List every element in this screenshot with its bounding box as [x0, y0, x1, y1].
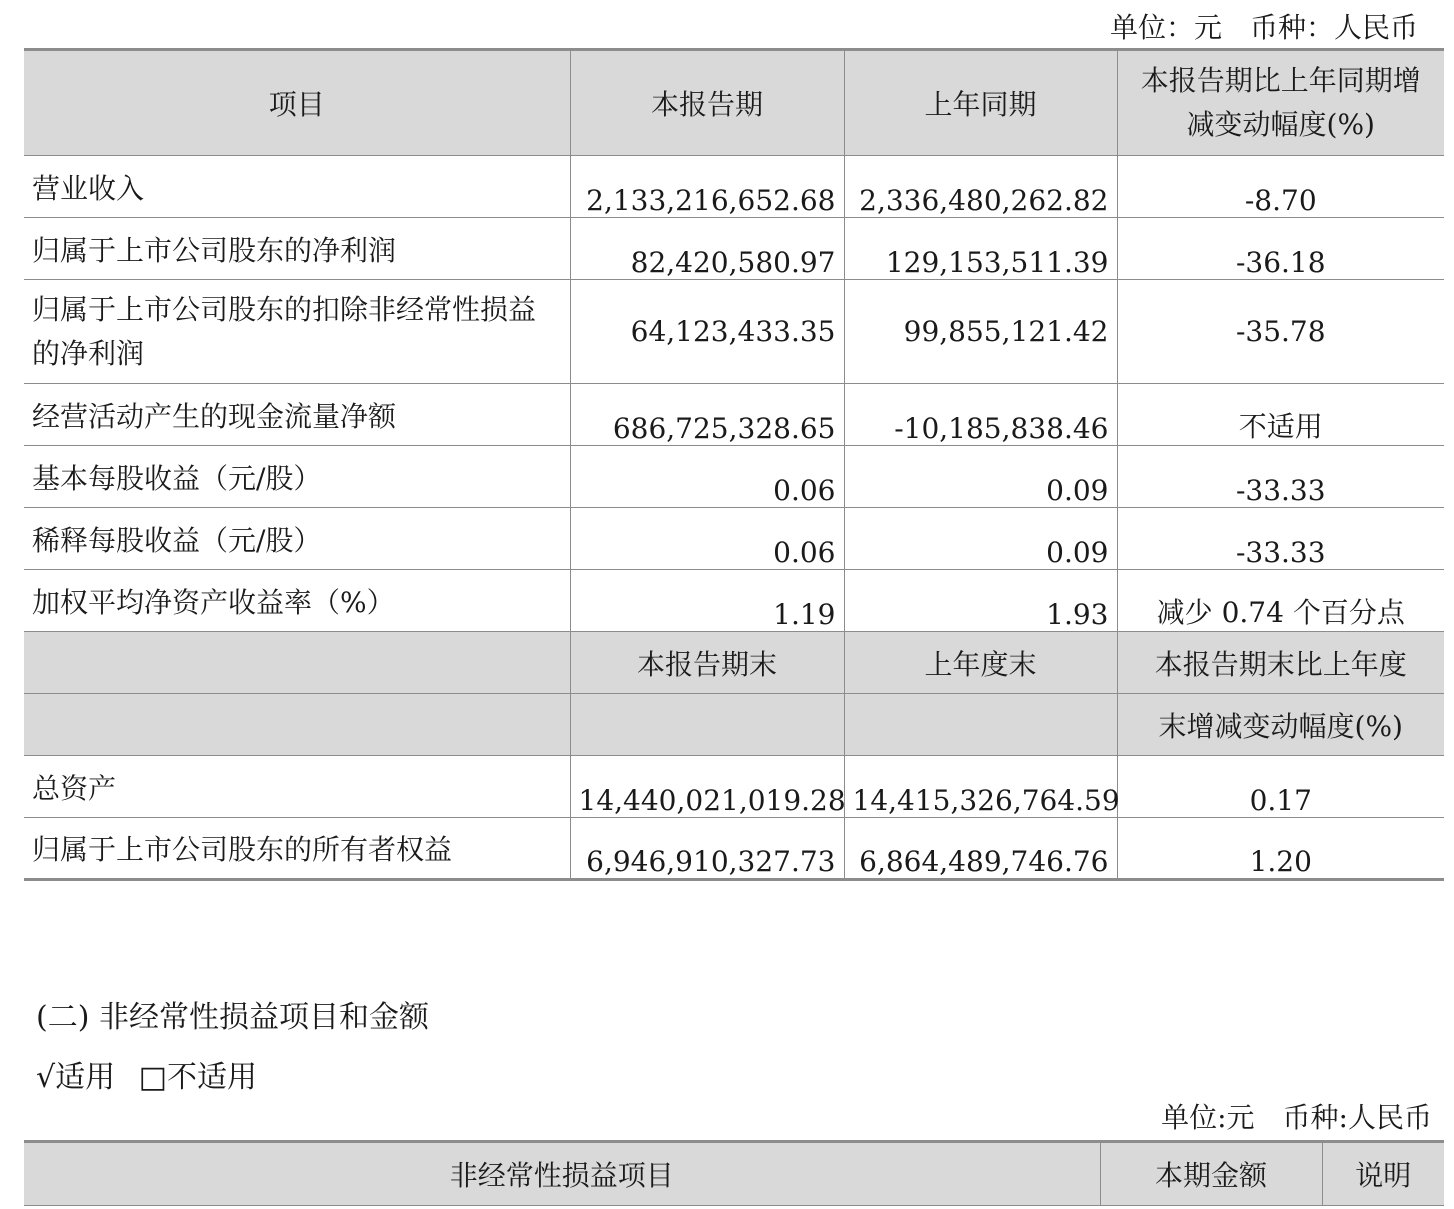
unit-currency-note-2: 单位:元 币种:人民币	[1161, 1101, 1432, 1134]
row-current: 2,133,216,652.68	[570, 156, 844, 218]
subheader-item-cont	[24, 694, 570, 756]
row-prior: 129,153,511.39	[844, 218, 1117, 280]
table-row	[24, 218, 1444, 280]
empty-checkbox-icon: □	[138, 1060, 168, 1095]
key-financial-data-table	[24, 48, 1444, 881]
row-prior: 0.09	[844, 508, 1117, 570]
row-prior: -10,185,838.46	[844, 384, 1117, 446]
header-change: 本报告期比上年同期增减变动幅度(%)	[1117, 50, 1444, 156]
row-current: 0.06	[570, 508, 844, 570]
row-change: 0.17	[1117, 756, 1444, 818]
applicable-label: 适用	[55, 1060, 116, 1095]
applicability-options	[36, 1052, 257, 1096]
row-label: 归属于上市公司股东的扣除非经常性损益的净利润	[24, 280, 570, 384]
row-label: 总资产	[24, 756, 570, 818]
table-row	[24, 280, 1444, 384]
row-change: -35.78	[1117, 280, 1444, 384]
row-prior: 1.93	[844, 570, 1117, 632]
row-prior: 6,864,489,746.76	[844, 818, 1117, 880]
row-prior: 99,855,121.42	[844, 280, 1117, 384]
row-change: -33.33	[1117, 508, 1444, 570]
row-change: -36.18	[1117, 218, 1444, 280]
check-mark-icon: √	[36, 1060, 56, 1095]
header-current: 本报告期	[570, 50, 844, 156]
row-prior: 2,336,480,262.82	[844, 156, 1117, 218]
table-row	[24, 818, 1444, 880]
table-row	[24, 384, 1444, 446]
header-note: 说明	[1322, 1142, 1444, 1206]
row-change: 减少 0.74 个百分点	[1117, 570, 1444, 632]
row-current: 0.06	[570, 446, 844, 508]
subheader-item	[24, 632, 570, 694]
row-change: -33.33	[1117, 446, 1444, 508]
non-recurring-items-table	[24, 1140, 1444, 1206]
row-prior: 0.09	[844, 446, 1117, 508]
subheader-current-cont	[570, 694, 844, 756]
table-subheader-row	[24, 632, 1444, 694]
row-label: 归属于上市公司股东的净利润	[24, 218, 570, 280]
row-label: 基本每股收益（元/股）	[24, 446, 570, 508]
not-applicable-label: 不适用	[167, 1060, 258, 1095]
row-current: 82,420,580.97	[570, 218, 844, 280]
table-header-row	[24, 1142, 1444, 1206]
table-row	[24, 446, 1444, 508]
section-title: (二) 非经常性损益项目和金额	[36, 1000, 429, 1035]
table-row	[24, 756, 1444, 818]
subheader-prior-cont	[844, 694, 1117, 756]
row-label: 归属于上市公司股东的所有者权益	[24, 818, 570, 880]
row-current: 686,725,328.65	[570, 384, 844, 446]
table-subheader-row-continued	[24, 694, 1444, 756]
row-label: 经营活动产生的现金流量净额	[24, 384, 570, 446]
row-current: 14,440,021,019.28	[570, 756, 844, 818]
subheader-change-cont: 末增减变动幅度(%)	[1117, 694, 1444, 756]
subheader-change: 本报告期末比上年度	[1117, 632, 1444, 694]
row-label: 营业收入	[24, 156, 570, 218]
table-header-row	[24, 50, 1444, 156]
unit-currency-note: 单位：元 币种：人民币	[1109, 11, 1418, 44]
row-current: 6,946,910,327.73	[570, 818, 844, 880]
row-change: 1.20	[1117, 818, 1444, 880]
table-row	[24, 156, 1444, 218]
table-row	[24, 570, 1444, 632]
row-label: 稀释每股收益（元/股）	[24, 508, 570, 570]
subheader-current: 本报告期末	[570, 632, 844, 694]
row-prior: 14,415,326,764.59	[844, 756, 1117, 818]
row-current: 64,123,433.35	[570, 280, 844, 384]
header-item: 项目	[24, 50, 570, 156]
row-change: -8.70	[1117, 156, 1444, 218]
header-non-recurring-item: 非经常性损益项目	[24, 1142, 1100, 1206]
header-prior: 上年同期	[844, 50, 1117, 156]
row-current: 1.19	[570, 570, 844, 632]
header-amount: 本期金额	[1100, 1142, 1322, 1206]
row-label: 加权平均净资产收益率（%）	[24, 570, 570, 632]
row-change: 不适用	[1117, 384, 1444, 446]
subheader-prior: 上年度末	[844, 632, 1117, 694]
table-row	[24, 508, 1444, 570]
